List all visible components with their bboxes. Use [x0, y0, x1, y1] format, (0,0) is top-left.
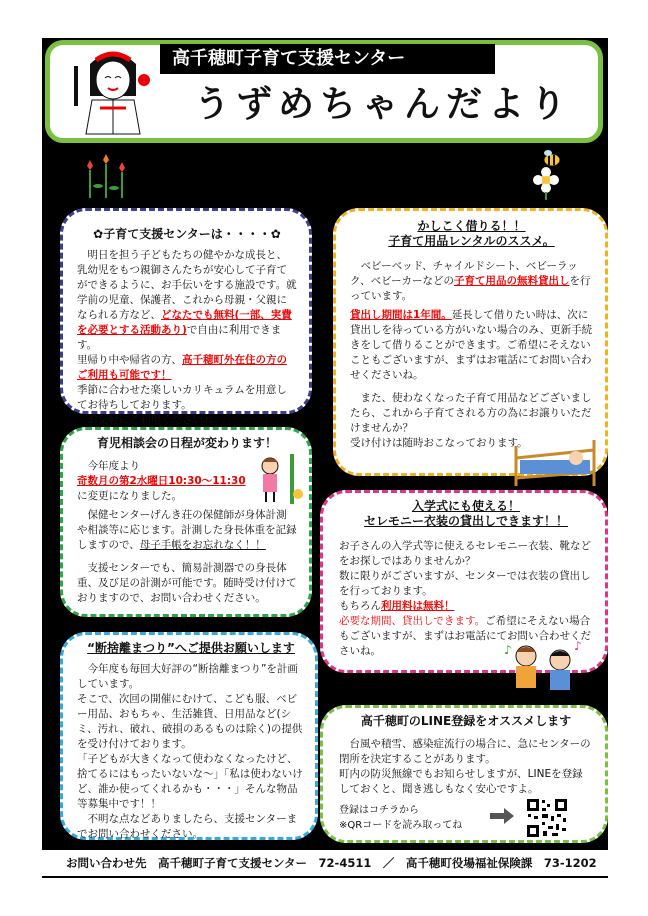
rental-title-line1: かしこく借りる！！ — [417, 219, 526, 233]
consultation-text-1: 今年度より — [77, 460, 140, 472]
ceremony-text-period: 必要な期間、貸出しできます。 — [339, 615, 486, 627]
danshari-box — [60, 632, 318, 840]
ceremony-text-3: もちろん — [339, 600, 381, 612]
consultation-text-3: 保健センターげんき荘の保健師が身体計測や相談等に応じます。計測した身長体重を記録しますので、 — [77, 509, 297, 551]
line-title: 高千穂町のLINE登録をオススメします — [360, 714, 572, 728]
tulip-flowers-illustration — [76, 150, 136, 200]
about-text-free: どなたでも無料(一部、実費を必要とする活動あり) — [77, 309, 292, 336]
bee-on-flower-illustration — [522, 150, 570, 200]
about-text-3: 季節に合わせた楽しいカリキュラムを用意してお待ちしております。 — [77, 384, 287, 411]
about-center-box — [60, 208, 312, 426]
consultation-text-4: 支援センターでも、簡易計測器での身長体重、及び足の計測が可能です。随時受け付けておりますので、お問い合わせください。 — [77, 562, 297, 604]
child-height-measure-illustration — [254, 454, 306, 504]
rental-text-free-lending: 子育て用品の無料貸出し — [453, 275, 570, 287]
ceremony-text-2: 数に限りがございますが、センターでは衣装の貸出しを行っております。 — [339, 570, 591, 597]
rental-text-1: ベビーベッド、チャイルドシート、ベビーラック、ベビーカーなどの — [350, 260, 578, 287]
ceremony-text-free: 利用料は無料！ — [381, 600, 455, 612]
line-scan-qr: ※QRコードを読み取ってね — [339, 820, 463, 831]
consultation-text-handbook: 母子手帳をお忘れなく！！ — [139, 539, 266, 551]
line-text-1: 台風や積雪、感染症流行の場合に、急にセンターの閉所を決定することがあります。 — [339, 738, 591, 765]
rental-text-period: 貸出し期間は1年間。 — [350, 309, 452, 321]
danshari-text-3: 「子どもが大きくなって使わなくなったけど、捨てるにはもったいないな～」「私は使わないけど、誰か使ってくれるかも・・・」そんな物品等募集中です！！ — [77, 753, 303, 810]
uzume-mascot-illustration — [70, 46, 156, 136]
contact-footer: お問い合わせ先 高千穂町子育て支援センター 72-4511 ／ 高千穂町役場福祉保険課 73-1202 — [42, 850, 608, 876]
center-name: 高千穂町子育て支援センター — [160, 44, 495, 74]
svg-text:♪: ♪ — [574, 640, 582, 653]
about-text-1-end: で自由に利用できます。 — [77, 324, 282, 351]
about-text-4: お気軽にご利用くださいね。 — [77, 414, 224, 426]
line-register-here: 登録はコチラから — [339, 805, 419, 816]
danshari-text-1: 今年度も毎回大好評の“断捨離まつり”を計画しています。 — [77, 663, 298, 690]
line-text-2: 町内の防災無線でもお知らせしますが、LINEを登録しておくと、聞き逃しもなく安心ですよ。 — [339, 768, 583, 795]
about-center-title: ✿子育て支援センターは・・・・✿ — [93, 227, 281, 241]
ceremony-text-4: ご希望にそえない場合もございますが、まずはお電話にてお問い合わせくださいね。 — [339, 615, 591, 657]
consultation-schedule: 奇数月の第2水曜日10:30～11:30 — [77, 475, 246, 487]
rental-text-1-end: を行っています。 — [350, 275, 591, 302]
ceremony-title-line2: セレモニー衣装の貸出しできます！！ — [363, 514, 568, 528]
about-text-1: 明日を担う子どもたちの健やかな成長と、乳幼児をもつ親御さんたちが安心して子育てができるように、お手伝いをする施設です。就学前の児童、保護者、これから母親・父親になられる方など、 — [77, 249, 297, 321]
consultation-text-2: に変更になりました。 — [77, 490, 182, 502]
consultation-title: 育児相談会の日程が変わります！ — [96, 436, 277, 450]
baby-crib-illustration — [510, 436, 600, 488]
rental-text-3: また、使わなくなった子育て用品などございましたら、これから子育てされる方の為にお譲りいただけませんか？ — [350, 392, 592, 434]
danshari-text-4: 不明な点などありましたら、支援センターまでお問い合わせください。 — [77, 813, 298, 840]
danshari-title: “断捨離まつり”へご提供お願いします — [87, 641, 295, 655]
rental-text-2: 延長して借りたい時は、次に貸出しを待っている方がいない場合のみ、更新手続きをして借りることができます。ご希望にそえないこともございますが、まずはお電話にてお問い合わせくださいね。 — [350, 309, 593, 381]
rental-text-4: 受け付けは随時おこなっております。 — [350, 437, 528, 449]
ceremony-text-1: お子さんの入学式等に使えるセレモニー衣装、靴などをお探しではありませんか？ — [339, 540, 591, 567]
rental-title-line2: 子育て用品レンタルのススメ。 — [388, 234, 555, 248]
newsletter-title: うずめちゃんだより — [194, 84, 573, 125]
svg-text:♪: ♪ — [504, 643, 512, 657]
arrow-right-icon — [490, 808, 514, 824]
about-text-2: 里帰り中や帰省の方、 — [77, 354, 182, 366]
qr-code-icon[interactable] — [526, 798, 568, 838]
children-with-music-illustration — [498, 640, 584, 696]
danshari-text-2: そこで、次回の開催にむけて、こども服、ベビー用品、おもちゃ、生活雑貨、日用品など(シミ、汚れ、破れ、破損のあるものは除く)の提供を受け付けております。 — [77, 693, 303, 750]
ceremony-title-line1: 入学式にも使える！ — [411, 499, 520, 513]
about-text-outside-residents: 高千穂町外在住の方のご利用も可能です！ — [77, 354, 287, 381]
